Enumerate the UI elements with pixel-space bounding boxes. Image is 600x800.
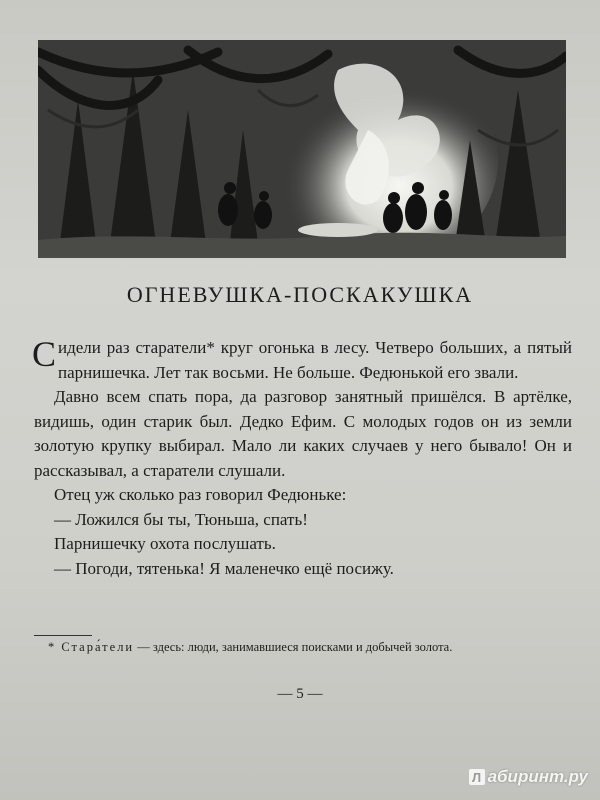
footnote-divider xyxy=(34,635,92,636)
footnote-term: * Стара́тели xyxy=(48,640,135,654)
drop-cap: С xyxy=(32,334,57,374)
page-number: — 5 — xyxy=(277,686,323,702)
paragraph-1-text: идели раз старатели* круг огонька в лесу. Четверо больших, а пятый парнишечка. Лет так восьми. Не больше. Федюнькой его звали. xyxy=(58,338,572,382)
footnote-definition: — здесь: люди, занимавшиеся поисками и добычей золота. xyxy=(134,640,453,654)
paragraph-4: — Ложился бы ты, Тюньша, спать! xyxy=(54,509,308,529)
campfire-illustration xyxy=(38,40,566,258)
paragraph-5: Парнишечку охота послушать. xyxy=(54,534,276,553)
labirint-watermark xyxy=(469,764,588,790)
watermark-text: абиринт.ру xyxy=(487,767,588,786)
paragraph-2: Давно всем спать пора, да разговор занятный пришёлся. В артёлке, видишь, один старик был. Дедко Ефим. С молодых годов он из земли золотую крупку выбирал. Мало ли каких случаев у него бывало! Он и рассказывал, а старатели слушали. xyxy=(34,387,572,480)
story-title: ОГНЕВУШКА-ПОСКАКУШКА xyxy=(126,282,474,307)
story-body xyxy=(34,336,572,581)
watermark-logo-icon: Л xyxy=(469,769,485,785)
footnote xyxy=(48,639,588,655)
paragraph-3: Отец уж сколько раз говорил Федюньке: xyxy=(54,485,347,504)
paragraph-6: — Погоди, тятенька! Я маленечко ещё посижу. xyxy=(54,558,394,578)
paragraph-1 xyxy=(34,336,572,385)
